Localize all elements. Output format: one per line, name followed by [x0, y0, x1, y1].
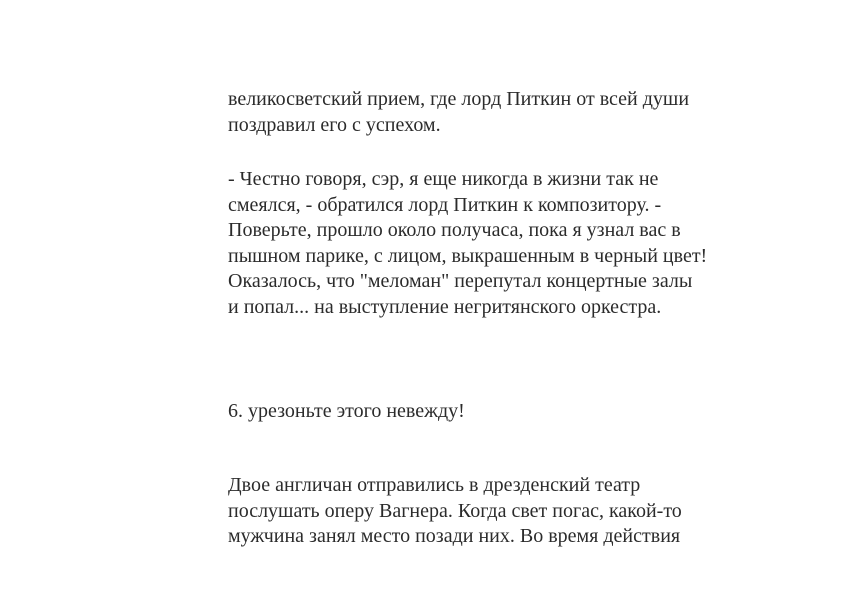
paragraph-line: и попал... на выступление негритянского оркестра.	[228, 295, 662, 318]
paragraph-3	[228, 473, 748, 550]
paragraph-line: пышном парике, с лицом, выкрашенным в черный цвет!	[228, 244, 708, 267]
paragraph-line: великосветский прием, где лорд Питкин от всей души	[228, 88, 690, 110]
paragraph-line: Двое англичан отправились в дрезденский театр	[228, 474, 641, 496]
paragraph-line: - Честно говоря, сэр, я еще никогда в жизни так не	[228, 168, 659, 190]
paragraph-line: мужчина занял место позади них. Во время действия	[228, 525, 681, 547]
section-heading	[228, 399, 748, 425]
section-heading-text: 6. урезоньте этого невежду!	[228, 400, 465, 422]
paragraph-2	[228, 167, 748, 320]
paragraph-line: послушать оперу Вагнера. Когда свет погас, какой-то	[228, 499, 682, 522]
paragraph-line: Поверьте, прошло около получаса, пока я узнал вас в	[228, 219, 681, 241]
paragraph-1	[228, 87, 748, 138]
paragraph-line: Оказалось, что "меломан" перепутал концертные залы	[228, 270, 693, 292]
paragraph-line: поздравил его с успехом.	[228, 113, 441, 136]
paragraph-line: смеялся, - обратился лорд Питкин к композитору. -	[228, 193, 662, 216]
